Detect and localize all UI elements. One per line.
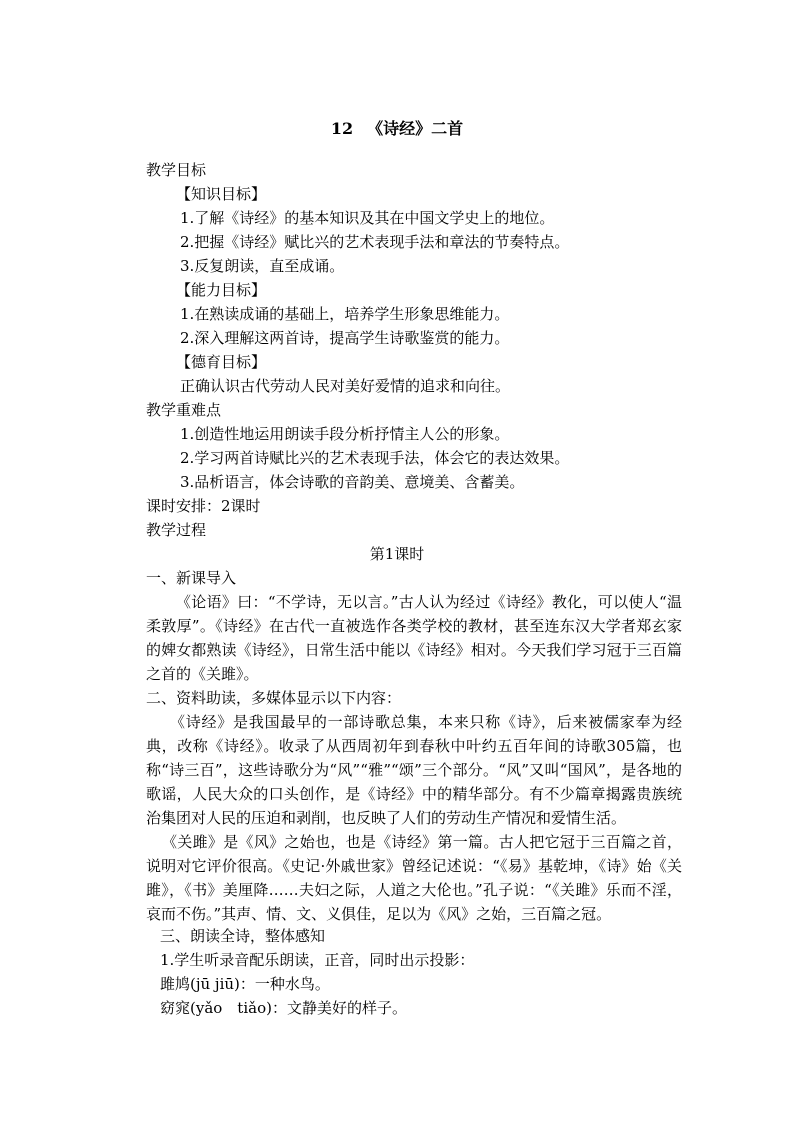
knowledge-item-1: 1.了解《诗经》的基本知识及其在中国文学史上的地位。 — [180, 209, 555, 227]
section3-step1: 1.学生听录音配乐朗读，正音，同时出示投影： — [160, 951, 475, 969]
knowledge-heading: 【知识目标】 — [176, 185, 267, 203]
key-point-2: 2.学习两首诗赋比兴的艺术表现手法，体会它的表达效果。 — [180, 449, 570, 467]
knowledge-item-3: 3.反复朗读，直至成诵。 — [180, 257, 345, 275]
ability-item-2: 2.深入理解这两首诗，提高学生诗歌鉴赏的能力。 — [180, 329, 510, 347]
objectives-heading: 教学目标 — [146, 161, 207, 179]
ability-heading: 【能力目标】 — [176, 281, 267, 299]
ability-item-1: 1.在熟读成诵的基础上，培养学生形象思维能力。 — [180, 305, 510, 323]
knowledge-item-2: 2.把握《诗经》赋比兴的艺术表现手法和章法的节奏特点。 — [180, 233, 570, 251]
section2-heading: 二、资料助读，多媒体显示以下内容： — [146, 689, 402, 707]
key-points-heading: 教学重难点 — [146, 401, 222, 419]
section2-paragraph-1: 《诗经》是我国最早的一部诗歌总集，本来只称《诗》，后来被儒家奉为经典，改称《诗经》。收录了从西周初年到春秋中叶约五百年间的诗歌305篇，也称“诗三百”，这些诗歌分为“风”“雅”“颂”三个部分。“风”又叫“国风”，是各地的歌谣，人民大众的口头创作，是《诗经》中的精华部分。有不少篇章揭露贵族统治集团对人民的压迫和剥削，也反映了人们的劳动生产情况和爱情生活。 — [146, 713, 682, 827]
section1-heading: 一、新课导入 — [146, 569, 237, 587]
moral-heading: 【德育目标】 — [176, 353, 267, 371]
glossary-item-2: 窈窕(yǎo tiǎo)：文静美好的样子。 — [160, 999, 407, 1017]
key-point-1: 1.创造性地运用朗读手段分析抒情主人公的形象。 — [180, 425, 510, 443]
document-title — [0, 118, 794, 140]
key-point-3: 3.品析语言，体会诗歌的音韵美、意境美、含蓄美。 — [180, 473, 525, 491]
process-heading: 教学过程 — [146, 521, 207, 539]
moral-item-1: 正确认识古代劳动人民对美好爱情的追求和向往。 — [180, 377, 511, 395]
schedule: 课时安排：2课时 — [146, 497, 261, 515]
section3-heading: 三、朗读全诗，整体感知 — [160, 927, 326, 945]
section2-paragraph-2: 《关雎》是《风》之始也，也是《诗经》第一篇。古人把它冠于三百篇之首，说明对它评价很高。《史记·外戚世家》曾经记述说：“《易》基乾坤，《诗》始《关雎》，《书》美厘降……夫妇之际，人道之大伦也。”孔子说：“《关雎》乐而不淫，哀而不伤。”其声、情、文、义俱佳，足以为《风》之始，三百篇之冠。 — [146, 833, 682, 923]
section1-paragraph: 《论语》曰：“不学诗，无以言。”古人认为经过《诗经》教化，可以使人“温柔敦厚”。《诗经》在古代一直被选作各类学校的教材，甚至连东汉大学者郑玄家的婢女都熟读《诗经》，日常生活中能以《诗经》相对。今天我们学习冠于三百篇之首的《关雎》。 — [146, 593, 682, 683]
lesson-number: 12 — [330, 119, 354, 138]
lesson-title: 《诗经》二首 — [367, 119, 464, 138]
lesson-heading: 第1课时 — [369, 545, 425, 563]
glossary-item-1: 雎鸠(jū jiū)：一种水鸟。 — [160, 975, 330, 993]
